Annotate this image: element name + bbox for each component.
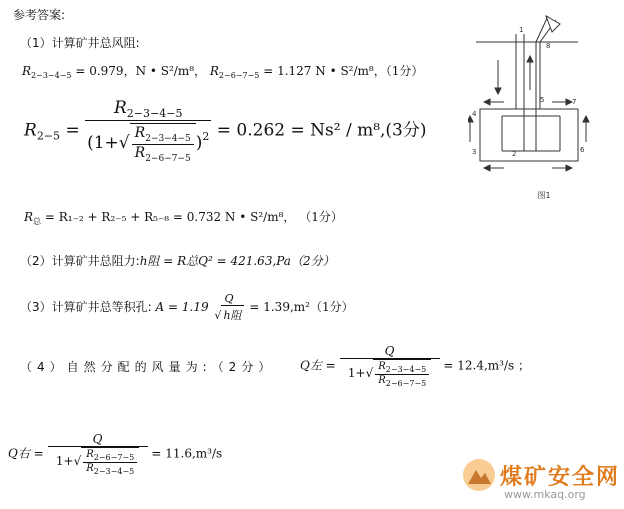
section-1-heading: （1）计算矿井总风阻: [20, 36, 140, 50]
section-2-line: （2）计算矿井总阻力:h阻 = R总Q² = 421.63,Pa（2分） [20, 254, 335, 268]
section-3-line: （3）计算矿井总等积孔: A = 1.19 Q √ h阻 = 1.39,m²（1分） [20, 292, 354, 322]
resistance-left-line: $R_{2-3-4-5} = 0.979$，N • S²/m⁸， $R_{2-6-7-5} = 1.127$ N • S²/m⁸，（1分） [22, 64, 424, 80]
site-url: www.mkaq.org [504, 488, 586, 501]
section-4-text: （4）自然分配的风量为:（2分） [20, 360, 276, 374]
node-2-label: 2 [512, 150, 517, 158]
logo-icon [462, 458, 496, 492]
parallel-resistance-formula: $R_{2-5}$ = $R_{2-3-4-5}$ (1+√ $\frac{R_{2-3-4-5}}{R_{2-6-7-5}}$ )$^2$ = 0.262 = Ns² / m⁸,(3分) [24, 98, 427, 164]
left-airflow-formula: Q左 = Q 1+√ $\frac{R_{2-3-4-5}}{R_{2-6-7-5}}$ = 12.4,m³/s ； [300, 344, 530, 388]
answer-title: 参考答案: [13, 8, 66, 22]
site-name: 煤矿安全网 [500, 465, 621, 490]
node-6-label: 6 [580, 146, 585, 154]
node-1-label: 1 [519, 26, 524, 34]
total-resistance-line: $R_总 = R_{1-2} + R_{2-5} + R_{5-8} = 0.732$ N • S²/m⁸， （1分） [24, 210, 343, 226]
node-3-label: 3 [472, 148, 477, 156]
node-7-label: 7 [572, 98, 577, 106]
ventilation-network-figure [468, 12, 608, 202]
right-airflow-formula: Q右 = Q 1+√ $\frac{R_{2-6-7-5}}{R_{2-3-4-5}}$ = 11.6,m³/s [8, 432, 223, 476]
node-5-label: 5 [540, 96, 545, 104]
node-4-label: 4 [472, 110, 477, 118]
figure-caption: 图1 [537, 191, 551, 200]
node-8-label: 8 [546, 42, 551, 50]
